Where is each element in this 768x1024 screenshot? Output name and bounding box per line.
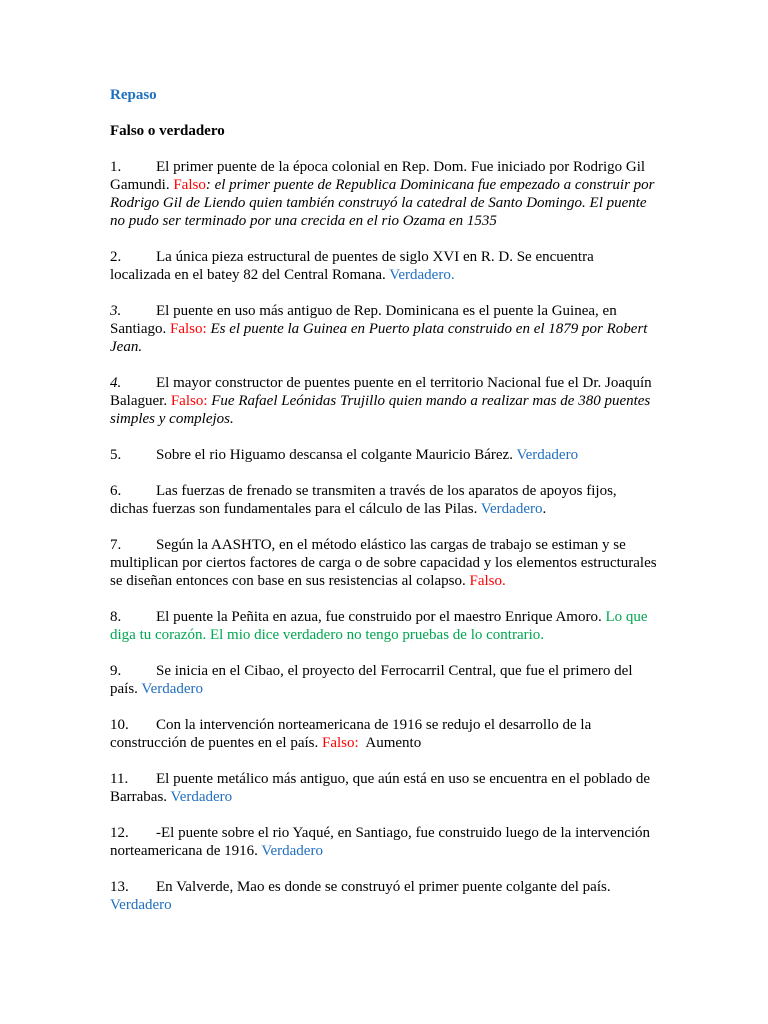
question-statement: El puente en uso más antiguo de Rep. Dominicana es el puente la Guinea, en Santiago.: [110, 303, 617, 337]
question-item-6: [110, 482, 658, 518]
question-number: 10.: [110, 717, 129, 733]
question-number: 9.: [110, 663, 122, 679]
answer-verdict: Falso:: [170, 393, 208, 409]
question-number: 5.: [110, 447, 122, 463]
question-number: 13.: [110, 879, 129, 895]
answer-verdict: Verdadero: [261, 843, 323, 859]
question-statement: En Valverde, Mao es donde se construyó el primer puente colgante del país.: [156, 879, 611, 895]
question-number: 8.: [110, 609, 122, 625]
answer-verdict: Falso:: [322, 735, 359, 751]
question-number: 4.: [110, 375, 122, 391]
answer-verdict: Verdadero: [170, 789, 233, 805]
question-item-3: [110, 302, 658, 356]
question-number: 2.: [110, 249, 122, 265]
question-item-1: [110, 158, 658, 230]
question-statement: Las fuerzas de frenado se transmiten a través de los aparatos de apoyos fijos, dichas fuerzas son fundamentales para el cálculo de las Pilas.: [110, 483, 617, 517]
question-statement: Con la intervención norteamericana de 1916 se redujo el desarrollo de la construcción de puentes en el país.: [110, 717, 592, 751]
answer-verdict: Falso:: [170, 321, 207, 337]
question-number: 6.: [110, 483, 122, 499]
section-heading: Falso o verdadero: [110, 123, 225, 139]
question-statement: Se inicia en el Cibao, el proyecto del Ferrocarril Central, que fue el primero del país.: [110, 663, 633, 697]
question-statement: -El puente sobre el rio Yaqué, en Santiago, fue construido luego de la intervención norteamericana de 1916.: [110, 825, 651, 859]
answer-verdict: Verdadero.: [389, 267, 455, 283]
question-item-8: [110, 608, 658, 644]
question-item-10: [110, 716, 658, 752]
answer-explanation: Aumento: [358, 735, 422, 751]
question-number: 7.: [110, 537, 122, 553]
answer-verdict: Verdadero: [110, 897, 172, 913]
answer-explanation: Fue Rafael Leónidas Trujillo quien mando a realizar mas de 380 puentes simples y complejos.: [110, 393, 651, 427]
question-statement: La única pieza estructural de puentes de siglo XVI en R. D. Se encuentra localizada en el batey 82 del Central Romana.: [110, 249, 594, 283]
question-statement: Según la AASHTO, en el método elástico las cargas de trabajo se estiman y se multiplican por ciertos factores de carga o de sobre capacidad y los elementos estructurales se diseñan entonces con base en sus resistencias al colapso.: [110, 537, 657, 589]
question-item-12: [110, 824, 658, 860]
question-item-5: [110, 446, 658, 464]
question-number: 3.: [110, 303, 122, 319]
question-statement: El mayor constructor de puentes puente en el territorio Nacional fue el Dr. Joaquín Balaguer.: [110, 375, 652, 409]
answer-verdict: Verdadero: [480, 501, 543, 517]
answer-tail: .: [542, 501, 547, 517]
question-number: 12.: [110, 825, 129, 841]
answer-verdict: Lo que diga tu corazón. El mio dice verdadero no tengo pruebas de lo contrario.: [110, 609, 648, 643]
question-item-9: [110, 662, 658, 698]
question-item-4: [110, 374, 658, 428]
answer-verdict: Verdadero: [516, 447, 579, 463]
question-statement: Sobre el rio Higuamo descansa el colgante Mauricio Bárez.: [156, 447, 517, 463]
document-page: [110, 86, 658, 932]
question-number: 1.: [110, 159, 122, 175]
answer-verdict: Falso: [173, 177, 206, 193]
answer-verdict: Verdadero: [141, 681, 204, 697]
question-list: [110, 158, 658, 914]
question-statement: El puente metálico más antiguo, que aún está en uso se encuentra en el poblado de Barrabas.: [110, 771, 650, 805]
answer-explanation: Es el puente la Guinea en Puerto plata construido en el 1879 por Robert Jean.: [110, 321, 648, 355]
question-number: 11.: [110, 771, 129, 787]
question-statement: El primer puente de la época colonial en Rep. Dom. Fue iniciado por Rodrigo Gil Gamundi.: [110, 159, 646, 193]
question-item-13: [110, 878, 658, 914]
question-item-2: [110, 248, 658, 284]
document-title: Repaso: [110, 87, 157, 103]
question-item-11: [110, 770, 658, 806]
question-statement: El puente la Peñita en azua, fue construido por el maestro Enrique Amoro.: [156, 609, 606, 625]
answer-explanation: : el primer puente de Republica Dominicana fue empezado a construir por Rodrigo Gil de Liendo quien también construyó la catedral de Santo Domingo. El puente no pudo ser terminado por una crecida en el rio Ozama en 1535: [110, 177, 655, 229]
question-item-7: [110, 536, 658, 590]
answer-verdict: Falso.: [469, 573, 506, 589]
